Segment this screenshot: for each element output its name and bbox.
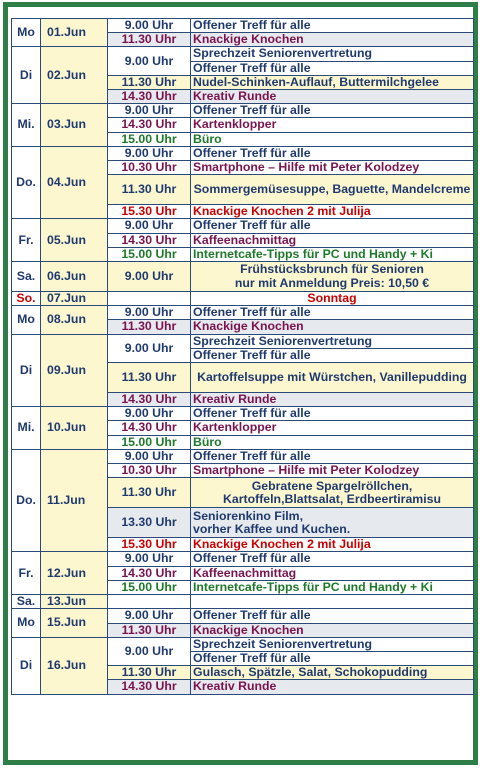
date-cell: 11.Jun [41, 449, 108, 552]
event-cell: Knackige Knochen 2 mit Julija [191, 538, 474, 552]
date-cell: 03.Jun [41, 104, 108, 147]
event-cell: Knackige Knochen [191, 623, 474, 637]
event-cell: Offener Treff für alle [191, 219, 474, 233]
event-cell: Offener Treff für alle [191, 104, 474, 118]
time-cell: 11.30 Uhr [108, 175, 191, 205]
time-cell: 9.00 Uhr [108, 262, 191, 292]
time-cell: 14.30 Uhr [108, 680, 191, 694]
event-cell: Smartphone – Hilfe mit Peter Kolodzey [191, 161, 474, 175]
event-cell: Sonntag [191, 292, 474, 306]
date-cell: 13.Jun [41, 595, 108, 609]
time-cell: 15.00 Uhr [108, 435, 191, 449]
time-cell: 10.30 Uhr [108, 464, 191, 478]
time-cell: 9.00 Uhr [108, 306, 191, 320]
date-cell: 07.Jun [41, 292, 108, 306]
schedule-row [12, 407, 474, 421]
time-cell: 9.00 Uhr [108, 609, 191, 623]
time-cell: 15.00 Uhr [108, 580, 191, 594]
event-cell: Seniorenkino Film, vorher Kaffee und Kuchen. [191, 508, 474, 538]
time-cell: 11.30 Uhr [108, 75, 191, 89]
time-cell: 11.30 Uhr [108, 363, 191, 393]
day-cell: Do. [12, 449, 41, 552]
time-cell: 15.00 Uhr [108, 132, 191, 146]
schedule-table [11, 18, 474, 695]
event-cell: Knackige Knochen [191, 320, 474, 334]
day-cell: Fr. [12, 552, 41, 595]
event-cell: Offener Treff für alle [191, 609, 474, 623]
day-cell: So. [12, 292, 41, 306]
time-cell: 14.30 Uhr [108, 118, 191, 132]
event-cell: Kreativ Runde [191, 90, 474, 104]
event-cell: Kreativ Runde [191, 393, 474, 407]
schedule-row [12, 306, 474, 320]
event-cell: Kreativ Runde [191, 680, 474, 694]
day-cell: Di [12, 334, 41, 407]
schedule-body [12, 19, 474, 695]
event-cell: Gulasch, Spätzle, Salat, Schokopudding [191, 666, 474, 680]
time-cell: 14.30 Uhr [108, 233, 191, 247]
event-cell: Offener Treff für alle [191, 348, 474, 362]
event-cell: Offener Treff für alle [191, 651, 474, 665]
schedule-row [12, 19, 474, 33]
schedule-row [12, 449, 474, 463]
event-cell: Frühstücksbrunch für Senioren nur mit Anmeldung Preis: 10,50 € [191, 262, 474, 292]
schedule-row [12, 262, 474, 292]
time-cell: 9.00 Uhr [108, 219, 191, 233]
day-cell: Mo [12, 609, 41, 637]
day-cell: Sa. [12, 262, 41, 292]
event-cell: Büro [191, 132, 474, 146]
date-cell: 02.Jun [41, 47, 108, 104]
time-cell: 9.00 Uhr [108, 19, 191, 33]
date-cell: 15.Jun [41, 609, 108, 637]
date-cell: 12.Jun [41, 552, 108, 595]
time-cell [108, 292, 191, 306]
day-cell: Do. [12, 146, 41, 219]
time-cell: 14.30 Uhr [108, 90, 191, 104]
event-cell: Büro [191, 435, 474, 449]
time-cell: 14.30 Uhr [108, 393, 191, 407]
event-cell: Kartenklopper [191, 421, 474, 435]
event-cell: Kartenklopper [191, 118, 474, 132]
event-cell: Sommergemüsesuppe, Baguette, Mandelcreme [191, 175, 474, 205]
day-cell: Mi. [12, 407, 41, 450]
event-cell: Knackige Knochen 2 mit Julija [191, 205, 474, 219]
schedule-row [12, 637, 474, 651]
time-cell: 11.30 Uhr [108, 33, 191, 47]
event-cell: Gebratene Spargelröllchen, Kartoffeln,Blattsalat, Erdbeertiramisu [191, 478, 474, 508]
time-cell: 9.00 Uhr [108, 334, 191, 362]
event-cell: Offener Treff für alle [191, 146, 474, 160]
date-cell: 08.Jun [41, 306, 108, 334]
schedule-row [12, 47, 474, 61]
time-cell: 11.30 Uhr [108, 623, 191, 637]
event-cell: Knackige Knochen [191, 33, 474, 47]
date-cell: 06.Jun [41, 262, 108, 292]
event-cell: Offener Treff für alle [191, 19, 474, 33]
schedule-row [12, 104, 474, 118]
time-cell: 9.00 Uhr [108, 449, 191, 463]
time-cell: 13.30 Uhr [108, 508, 191, 538]
time-cell: 9.00 Uhr [108, 47, 191, 75]
time-cell: 9.00 Uhr [108, 637, 191, 665]
schedule-row [12, 292, 474, 306]
event-cell: Nudel-Schinken-Auflauf, Buttermilchgelee [191, 75, 474, 89]
time-cell: 9.00 Uhr [108, 146, 191, 160]
day-cell: Di [12, 637, 41, 694]
date-cell: 05.Jun [41, 219, 108, 262]
time-cell: 11.30 Uhr [108, 478, 191, 508]
time-cell: 10.30 Uhr [108, 161, 191, 175]
time-cell: 15.30 Uhr [108, 205, 191, 219]
schedule-row [12, 146, 474, 160]
date-cell: 09.Jun [41, 334, 108, 407]
date-cell: 01.Jun [41, 19, 108, 47]
day-cell: Di [12, 47, 41, 104]
schedule-row [12, 334, 474, 348]
event-cell: Offener Treff für alle [191, 407, 474, 421]
time-cell: 14.30 Uhr [108, 421, 191, 435]
schedule-row [12, 595, 474, 609]
event-cell: Internetcafe-Tipps für PC und Handy + Ki [191, 580, 474, 594]
schedule-row [12, 609, 474, 623]
schedule-row [12, 219, 474, 233]
time-cell: 15.00 Uhr [108, 247, 191, 261]
event-cell: Sprechzeit Seniorenvertretung [191, 47, 474, 61]
event-cell: Kartoffelsuppe mit Würstchen, Vanillepudding [191, 363, 474, 393]
time-cell: 14.30 Uhr [108, 566, 191, 580]
event-cell: Kaffeenachmittag [191, 566, 474, 580]
time-cell [108, 595, 191, 609]
day-cell: Sa. [12, 595, 41, 609]
time-cell: 9.00 Uhr [108, 104, 191, 118]
time-cell: 9.00 Uhr [108, 552, 191, 566]
event-cell: Kaffeenachmittag [191, 233, 474, 247]
event-cell: Sprechzeit Seniorenvertretung [191, 637, 474, 651]
schedule-row [12, 552, 474, 566]
event-cell: Offener Treff für alle [191, 61, 474, 75]
event-cell: Offener Treff für alle [191, 552, 474, 566]
time-cell: 11.30 Uhr [108, 320, 191, 334]
time-cell: 11.30 Uhr [108, 666, 191, 680]
day-cell: Mi. [12, 104, 41, 147]
event-cell: Sprechzeit Seniorenvertretung [191, 334, 474, 348]
event-cell [191, 595, 474, 609]
time-cell: 9.00 Uhr [108, 407, 191, 421]
time-cell: 15.30 Uhr [108, 538, 191, 552]
day-cell: Fr. [12, 219, 41, 262]
event-cell: Smartphone – Hilfe mit Peter Kolodzey [191, 464, 474, 478]
date-cell: 04.Jun [41, 146, 108, 219]
day-cell: Mo [12, 19, 41, 47]
event-cell: Offener Treff für alle [191, 449, 474, 463]
event-cell: Internetcafe-Tipps für PC und Handy + Ki [191, 247, 474, 261]
event-cell: Offener Treff für alle [191, 306, 474, 320]
date-cell: 16.Jun [41, 637, 108, 694]
day-cell: Mo [12, 306, 41, 334]
date-cell: 10.Jun [41, 407, 108, 450]
